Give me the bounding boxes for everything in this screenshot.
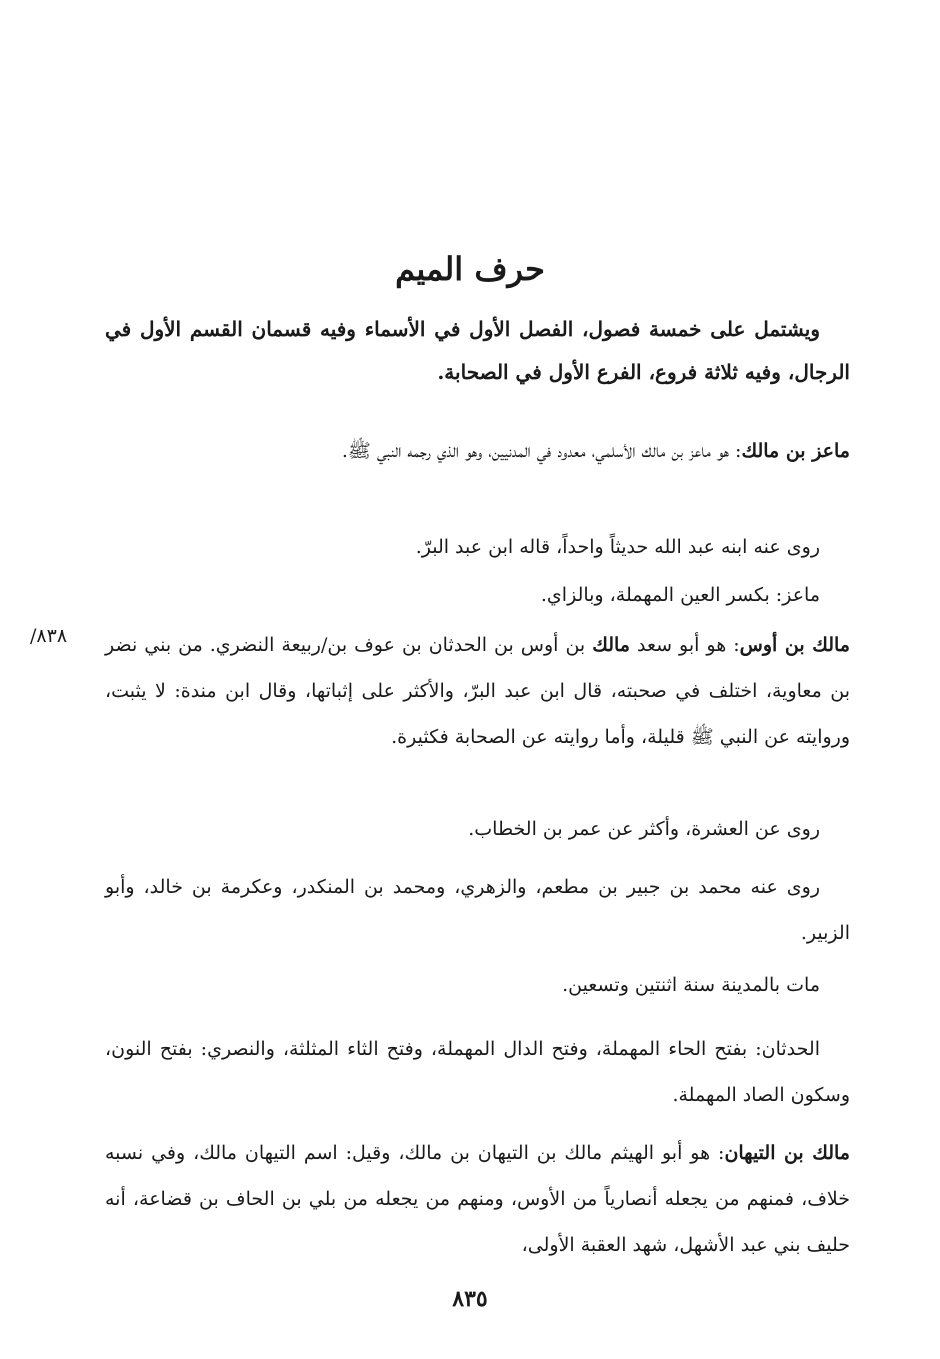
entry-malik-aws-narrated-by: روى عنه محمد بن جبير بن مطعم، والزهري، ومحمد بن المنكدر، وعكرمة بن خالد، وأبو الزبير. bbox=[105, 876, 850, 944]
entry-text: بن أوس بن الحدثان بن عوف بن/ربيعة النضري. من بني نضر بن معاوية، اختلف في صحبته، قال ابن عبد البرّ، والأكثر على إثباتها، وقال ابن مندة: لا يثبت، وروايته عن النبي ﷺ قليلة، وأما روايته عن الصحابة فكثيرة. bbox=[105, 634, 850, 748]
margin-reference: ٨٣٨/ bbox=[30, 625, 68, 647]
entry-maiz-note: ماعز: بكسر العين المهملة، وبالزاي. bbox=[540, 584, 820, 606]
entry-malik-aws bbox=[105, 622, 850, 760]
entry-name: ماعز بن مالك bbox=[741, 440, 850, 462]
entry-text: : هو أبو الهيثم مالك بن التيهان بن مالك، وقيل: اسم التيهان مالك، وفي نسبه خلاف، فمنهم من يجعله أنصارياً من الأوس، ومنهم من يجعله من بلي بن الحاف بن قضاعة، أنه حليف بني عبد الأشهل، شهد العقبة الأولى، bbox=[105, 1142, 850, 1256]
entry-maiz-narration: روى عنه ابنه عبد الله حديثاً واحداً، قاله ابن عبد البرّ. bbox=[415, 536, 820, 558]
entry-text-pre: : هو أبو سعد bbox=[629, 634, 740, 656]
entry-maiz bbox=[105, 428, 850, 474]
entry-name: مالك بن التيهان bbox=[724, 1142, 850, 1164]
entry-name-inline: مالك bbox=[592, 634, 630, 656]
entry-text: : هو ماعز بن مالك الأسلمي، معدود في المدنيين، وهو الذي رجمه النبي ﷺ. bbox=[341, 440, 742, 462]
chapter-intro: ويشتمل على خمسة فصول، الفصل الأول في الأسماء وفيه قسمان القسم الأول في الرجال، وفيه ثلاثة فروع، الفرع الأول في الصحابة. bbox=[105, 317, 850, 384]
entry-malik-aws-death: مات بالمدينة سنة اثنتين وتسعين. bbox=[562, 974, 820, 996]
entry-name: مالك بن أوس bbox=[739, 634, 850, 656]
entry-malik-aws-note: الحدثان: بفتح الحاء المهملة، وفتح الدال المهملة، وفتح الثاء المثلثة، والنصري: بفتح النون، وسكون الصاد المهملة. bbox=[105, 1038, 850, 1106]
page-number: ٨٣٥ bbox=[452, 1286, 488, 1312]
chapter-title: حرف الميم bbox=[395, 250, 545, 288]
entry-malik-aws-narrated-from: روى عن العشرة، وأكثر عن عمر بن الخطاب. bbox=[468, 818, 820, 840]
entry-malik-tayyihan bbox=[105, 1130, 850, 1268]
